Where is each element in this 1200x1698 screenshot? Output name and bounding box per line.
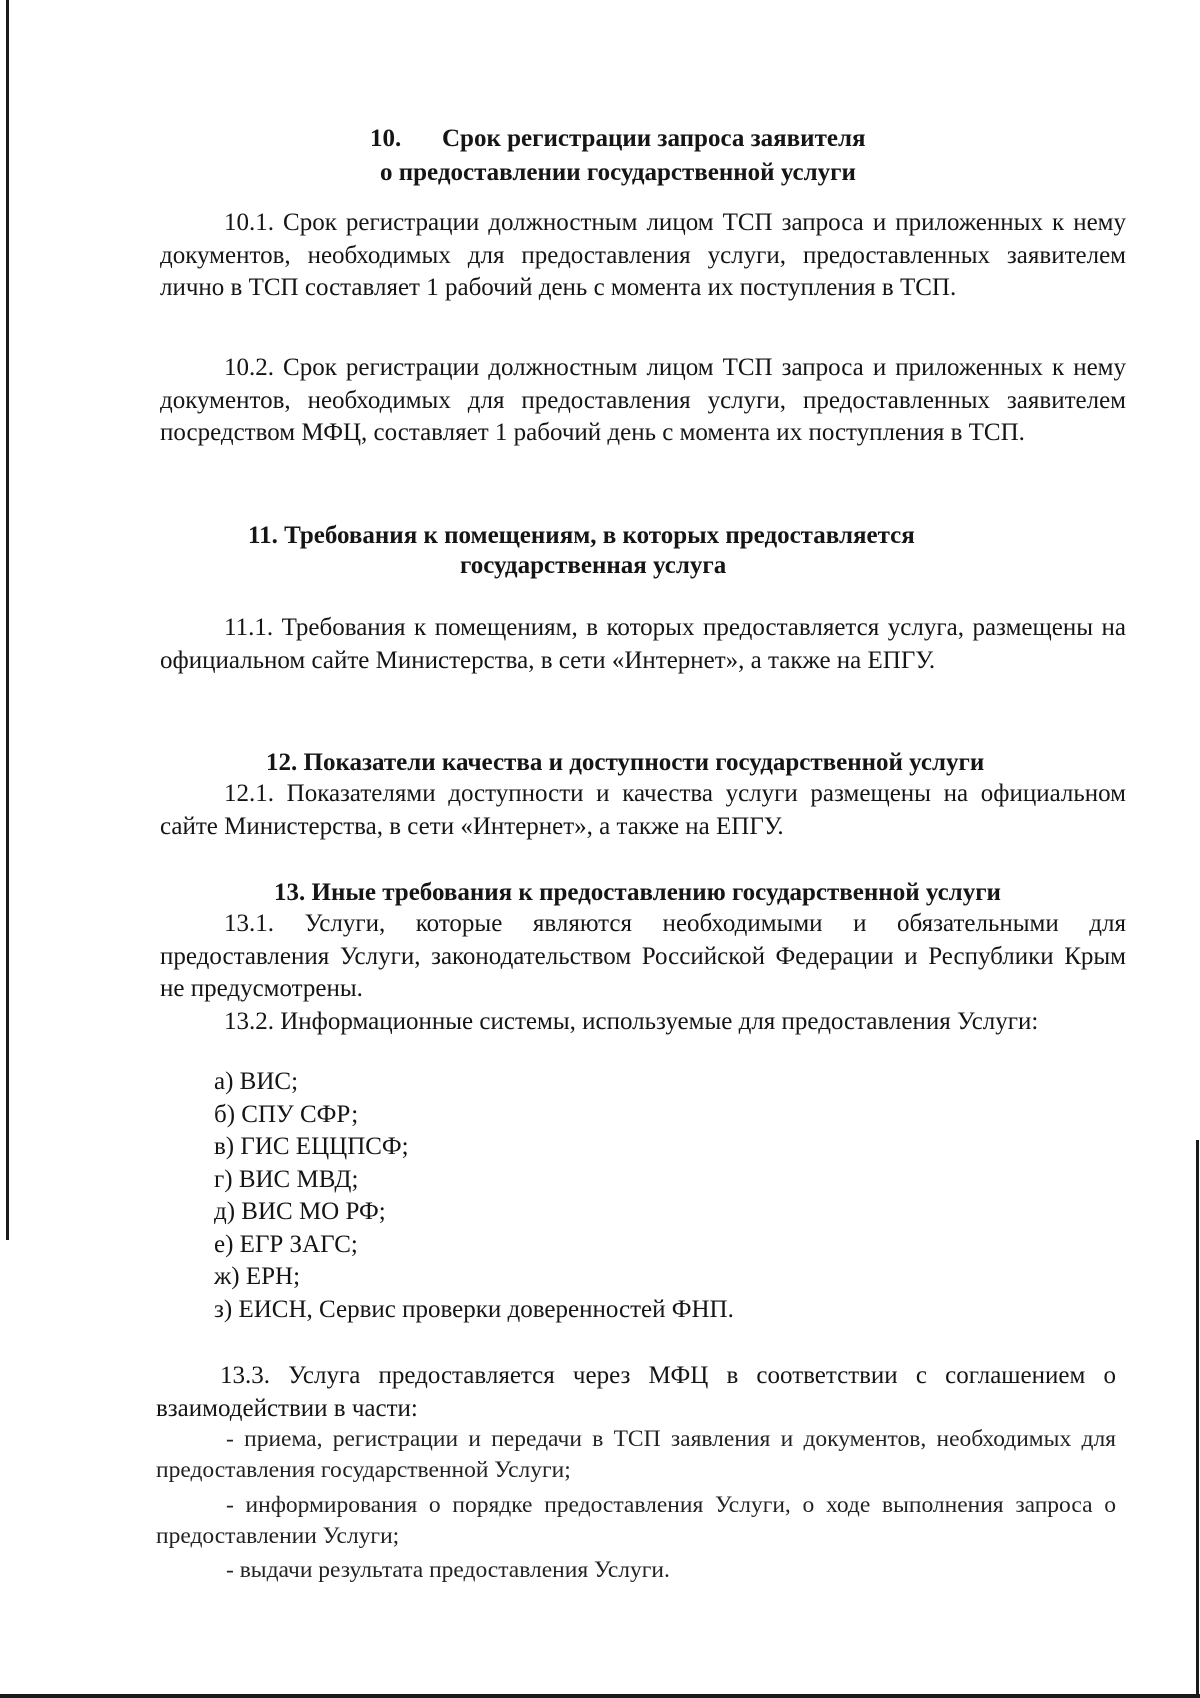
bullet-item: - приема, регистрации и передачи в ТСП заявления и документов, необходимых для предоставления государственной Услуги;: [156, 1426, 1116, 1483]
paragraph-13-3: 13.3. Услуга предоставляется через МФЦ в соответствии с соглашением о взаимодействии в части:: [156, 1362, 1116, 1422]
scan-edge-left: [6, 0, 9, 1240]
section-13-title: 13. Иные требования к предоставлению государственной услуги: [274, 879, 1001, 906]
section-11-title-line1: 11. Требования к помещениям, в которых предоставляется: [248, 522, 915, 549]
paragraph-13-1: 13.1. Услуги, которые являются необходимыми и обязательными для предоставления Услуги, законодательством Российской Федерации и Республики Крым не предусмотрены.: [160, 910, 1126, 1002]
scan-edge-bottom: [0, 1694, 1200, 1698]
paragraph-10-1: 10.1. Срок регистрации должностным лицом ТСП запроса и приложенных к нему документов, необходимых для предоставления услуги, предоставленных заявителем лично в ТСП составляет 1 рабочий день с момента их поступления в ТСП.: [160, 209, 1126, 301]
section-13-heading: [274, 876, 1001, 909]
list-item: е) ЕГР ЗАГС;: [214, 1230, 358, 1258]
bullet-item: - выдачи результата предоставления Услуги.: [226, 1557, 670, 1583]
list-item: б) СПУ СФР;: [214, 1100, 359, 1128]
list-item: з) ЕИСН, Сервис проверки доверенностей ФНП.: [214, 1295, 734, 1323]
section-11-heading: [248, 519, 915, 552]
scan-edge-right: [1196, 1140, 1199, 1698]
paragraph-10-2: 10.2. Срок регистрации должностным лицом ТСП запроса и приложенных к нему документов, необходимых для предоставления услуги, предоставленных заявителем посредством МФЦ, составляет 1 рабочий день с момента их поступления в ТСП.: [160, 354, 1126, 446]
list-item: ж) ЕРН;: [214, 1263, 301, 1290]
section-10-heading-line2: [380, 156, 856, 189]
list-item: в) ГИС ЕЦЦПСФ;: [214, 1133, 409, 1160]
information-systems-list: [214, 1066, 734, 1326]
section-12-title: 12. Показатели качества и доступности государственной услуги: [266, 749, 985, 776]
list-item: а) ВИС;: [214, 1068, 299, 1095]
list-item: г) ВИС МВД;: [214, 1165, 359, 1193]
paragraph-13-2: 13.2. Информационные системы, используемые для предоставления Услуги:: [224, 1008, 1039, 1035]
section-10-title-line1: Срок регистрации запроса заявителя: [442, 125, 866, 152]
section-12-heading: [266, 746, 984, 779]
section-10-heading: [370, 122, 930, 155]
bullet-item: - информирования о порядке предоставления Услуги, о ходе выполнения запроса о предоставлении Услуги;: [156, 1492, 1116, 1549]
section-10-heading-line1: [370, 122, 930, 155]
section-10-title-line2: о предоставлении государственной услуги: [380, 159, 856, 186]
section-11-heading-line2: [460, 549, 726, 582]
paragraph-11-1: 11.1. Требования к помещениям, в которых предоставляется услуга, размещены на официальном сайте Министерства, в сети «Интернет», а также на ЕПГУ.: [160, 614, 1126, 674]
section-10-number: 10.: [370, 125, 402, 152]
section-11-title-line2: государственная услуга: [460, 552, 727, 579]
paragraph-12-1: 12.1. Показателями доступности и качества услуги размещены на официальном сайте Министерства, в сети «Интернет», а также на ЕПГУ.: [160, 780, 1126, 840]
list-item: д) ВИС МО РФ;: [214, 1198, 386, 1225]
